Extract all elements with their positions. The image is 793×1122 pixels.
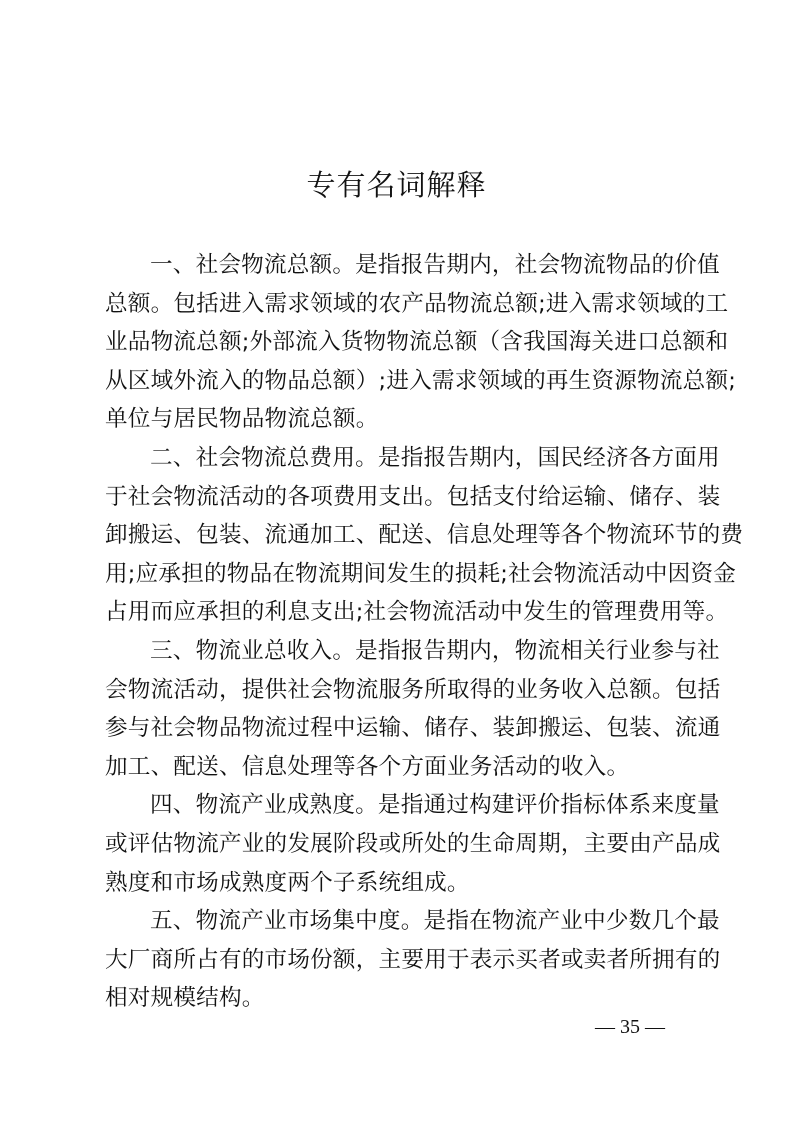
paragraph-line: 五、物流产业市场集中度。是指在物流产业中少数几个最: [150, 908, 720, 935]
paragraph-industry-maturity: [105, 786, 721, 902]
paragraph-line: 参与社会物品物流过程中运输、储存、装卸搬运、包装、流通: [105, 715, 721, 742]
paragraph-line: 于社会物流活动的各项费用支出。包括支付给运输、储存、装: [105, 483, 721, 510]
paragraph-line: 加工、配送、信息处理等各个方面业务活动的收入。: [105, 753, 630, 780]
paragraph-line: 或评估物流产业的发展阶段或所处的生命周期，主要由产品成: [105, 830, 721, 857]
paragraph-line: 单位与居民物品物流总额。: [105, 406, 379, 433]
paragraph-line: 一、社会物流总额。是指报告期内，社会物流物品的价值: [150, 252, 720, 278]
paragraph-social-logistics-cost: [105, 439, 744, 632]
paragraph-market-concentration: [105, 902, 721, 1018]
page-title: 专有名词解释: [306, 168, 487, 202]
paragraph-line: 熟度和市场成熟度两个子系统组成。: [105, 869, 470, 896]
paragraph-line: 会物流活动，提供社会物流服务所取得的业务收入总额。包括: [105, 676, 721, 703]
paragraph-line: 占用而应承担的利息支出;社会物流活动中发生的管理费用等。: [105, 599, 729, 626]
paragraph-social-logistics-total: [105, 246, 737, 439]
paragraph-line: 业品物流总额;外部流入货物物流总额（含我国海关进口总额和: [105, 329, 729, 356]
paragraph-line: 用;应承担的物品在物流期间发生的损耗;社会物流活动中因资金: [105, 560, 737, 587]
paragraph-line: 总额。包括进入需求领域的农产品物流总额;进入需求领域的工: [105, 290, 729, 317]
paragraph-line: 从区域外流入的物品总额）;进入需求领域的再生资源物流总额;: [105, 367, 737, 394]
paragraph-line: 卸搬运、包装、流通加工、配送、信息处理等各个物流环节的费: [105, 522, 744, 549]
paragraph-line: 三、物流业总收入。是指报告期内，物流相关行业参与社: [150, 637, 720, 664]
paragraph-line: 四、物流产业成熟度。是指通过构建评价指标体系来度量: [150, 792, 720, 819]
paragraph-line: 相对规模结构。: [105, 985, 265, 1012]
document-body: [105, 246, 744, 1018]
paragraph-logistics-revenue: [105, 632, 721, 786]
page-number: — 35 —: [595, 1016, 665, 1038]
paragraph-line: 二、社会物流总费用。是指报告期内，国民经济各方面用: [150, 444, 720, 471]
paragraph-line: 大厂商所占有的市场份额，主要用于表示买者或卖者所拥有的: [105, 946, 721, 973]
